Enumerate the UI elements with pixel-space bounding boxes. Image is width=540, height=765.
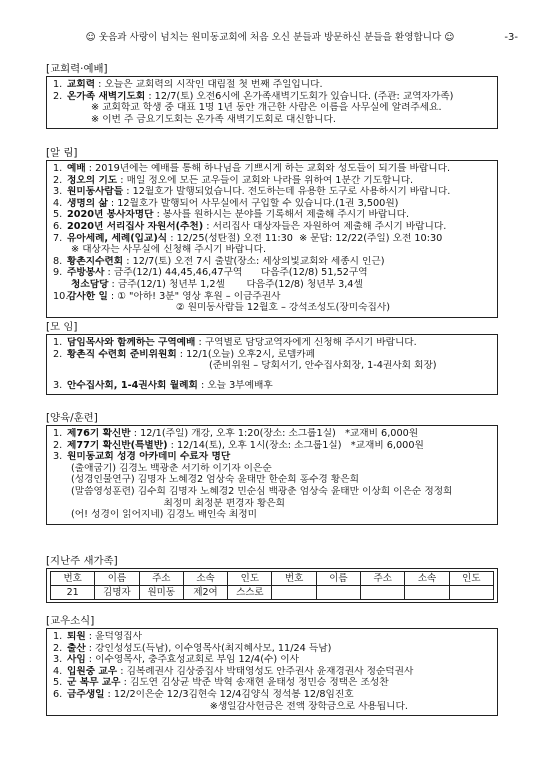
item-number: 4. — [53, 665, 63, 677]
table-cell: 제2여 — [183, 586, 227, 600]
section-title: [교회력·예배] — [46, 63, 108, 75]
page-header — [0, 30, 540, 46]
list-item — [53, 380, 491, 392]
item-label: 사임 — [67, 654, 86, 666]
list-item — [53, 643, 491, 655]
list-item — [53, 79, 491, 91]
item-text: : 12/25(성탄절) 오전 11:30 ※ 문답: 12/22(주일) 오전 10:30 — [167, 232, 443, 244]
item-number: 6. — [53, 688, 63, 700]
section-title: [지난주 새가족] — [46, 555, 118, 567]
item-text: : 윤덕영집사 — [85, 631, 142, 642]
item-text: : 김도연 김상균 박준 박혁 송재현 윤태성 정민승 정택은 조성찬 — [120, 677, 389, 689]
table-header-cell: 주소 — [361, 572, 405, 586]
list-item — [53, 701, 491, 713]
item-label: 출산 — [67, 642, 86, 654]
item-number: 9. — [53, 267, 63, 279]
table-header-cell: 소속 — [183, 572, 227, 586]
item-text: : 12월호가 발행되었습니다. 전도하는데 유용한 도구로 사용하시기 바랍니다. — [123, 186, 451, 198]
item-number: 1. — [53, 428, 63, 439]
item-text: : ① "아하! 3분" 영상 후원 – 이금주권사 — [107, 290, 281, 302]
item-label: 원미동사람들 — [67, 186, 124, 198]
item-label: 감사한 일 — [67, 290, 108, 302]
line-spacer — [53, 372, 491, 380]
table-header-cell: 인도 — [449, 572, 493, 586]
list-item — [53, 233, 491, 245]
item-label: 황촌지수련회 — [67, 255, 124, 267]
list-item — [53, 302, 491, 314]
table-row — [51, 586, 494, 600]
section-title: [양육/훈련] — [46, 412, 98, 424]
list-item — [53, 451, 491, 463]
item-label: 정오의 기도 — [67, 174, 118, 186]
item-number: 4. — [53, 197, 63, 209]
item-text: : 12/14(토), 오후 1시(장소: 소그룹1실) *교재비 6,000원 — [167, 439, 424, 451]
item-text: (성경인물연구) 김명자 노혜경2 엄상숙 윤태만 한순희 홍수경 황은희 — [71, 474, 359, 486]
list-item — [53, 689, 491, 701]
item-label: 안수집사회, 1-4권사회 월례회 — [67, 379, 198, 391]
item-text: (준비위원 – 당회서기, 안수집사회장, 1-4권사회 회장) — [209, 360, 437, 372]
section-church — [46, 62, 498, 129]
section-title: [알 림] — [46, 147, 78, 159]
item-label: 2020년 서리집사 자원서(추천) — [67, 220, 204, 232]
item-text: : 오늘은 교회력의 시작인 대림절 첫 번째 주일입니다. — [95, 79, 323, 90]
item-number: 2. — [53, 642, 63, 654]
item-number: 5. — [53, 209, 63, 221]
item-text: ※ 이번 주 금요기도회는 온가족 새벽기도회로 대신합니다. — [91, 113, 336, 125]
item-label: 주방봉사 — [67, 267, 105, 279]
list-item — [53, 654, 491, 666]
item-number: 1. — [53, 337, 63, 348]
list-item — [53, 428, 491, 440]
section-education — [46, 411, 498, 525]
section-new-family — [46, 554, 498, 603]
section-members — [46, 614, 498, 716]
table-header-row — [51, 572, 494, 586]
table-header-cell: 인도 — [228, 572, 272, 586]
list-item — [53, 279, 491, 291]
item-number: 2. — [53, 90, 63, 102]
item-number: 1. — [53, 631, 63, 642]
item-number: 2. — [53, 174, 63, 186]
item-text: : 구역별로 담당교역자에게 신청해 주시기 바랍니다. — [195, 337, 417, 348]
item-text: ※생일감사헌금은 전액 장학금으로 사용됩니다. — [105, 700, 408, 712]
item-label: 온가족 새벽기도회 — [67, 90, 146, 102]
item-label: 생명의 삶 — [67, 197, 108, 209]
list-item — [53, 244, 491, 256]
item-label: 군 복무 교우 — [67, 677, 121, 689]
table-cell: 스스로 — [228, 586, 272, 600]
section-box — [46, 76, 498, 129]
item-number: 1. — [53, 79, 63, 90]
item-number: 3. — [53, 379, 63, 391]
item-text: : 매일 정오에 모든 교우들이 교회와 나라를 위하여 1분간 기도합니다. — [117, 174, 414, 186]
table-header-cell: 이름 — [316, 572, 360, 586]
item-number: 8. — [53, 255, 63, 267]
item-text: (어! 성경이 읽어지네) 김경노 배인숙 최정미 — [71, 509, 257, 521]
list-item — [53, 666, 491, 678]
table-cell — [405, 586, 449, 600]
list-item — [53, 631, 491, 643]
item-number: 3. — [53, 186, 63, 198]
item-text: : 12/1(오늘) 오후2시, 로뎀카페 — [176, 348, 316, 360]
section-box — [46, 425, 498, 525]
item-number: 3. — [53, 654, 63, 666]
table-cell — [272, 586, 316, 600]
item-number: 2. — [53, 439, 63, 451]
item-text: : 서리집사 대상자들은 자원하여 제출해 주시기 바랍니다. — [203, 220, 447, 232]
list-item — [53, 209, 491, 221]
section-notice — [46, 146, 498, 318]
item-number: 3. — [53, 451, 63, 463]
item-label: 담임목사와 함께하는 구역예배 — [67, 337, 196, 348]
table-cell: 21 — [51, 586, 95, 600]
item-text: : 2019년에는 예배를 통해 하나님을 기쁘시게 하는 교회와 성도들이 되기를 바랍니다. — [85, 163, 451, 174]
list-item — [53, 267, 491, 279]
item-label: 예배 — [67, 163, 86, 174]
item-label: 황촌직 수련회 준비위원회 — [67, 348, 177, 360]
welcome-message: ☺ 웃음과 사랑이 넘치는 원미동교회에 처음 오신 분들과 방문하신 분들을 환영합니다 ☺ — [85, 32, 455, 43]
item-text: : 12/7(토) 오전6시에 온가족새벽기도회가 있습니다. (주관: 교역자가족) — [145, 90, 454, 102]
table-cell — [449, 586, 493, 600]
section-box — [46, 568, 498, 603]
item-text: : 김복례권사 김상중집사 박태영성도 안주권사 윤재경권사 정순덕권사 — [117, 665, 414, 677]
item-label: 교회력 — [67, 79, 96, 90]
list-item — [53, 349, 491, 361]
item-number: 6. — [53, 220, 63, 232]
section-box — [46, 160, 498, 318]
item-text: : 12/1(주일) 개강, 오후 1:20(장소: 소그룹1실) *교재비 6,000원 — [130, 428, 419, 439]
table-header-cell: 소속 — [405, 572, 449, 586]
item-text: : 금주(12/1) 청년부 1,2셀 다음주(12/8) 청년부 3,4셀 — [108, 278, 363, 290]
page-number: -3- — [504, 32, 518, 43]
list-item — [53, 486, 491, 498]
item-text: ② 원미동사람들 12월호 – 강석조성도(장미숙집사) — [105, 302, 391, 314]
table-header-cell: 주소 — [139, 572, 183, 586]
table-cell: 원미동 — [139, 586, 183, 600]
list-item — [53, 114, 491, 126]
list-item — [53, 175, 491, 187]
list-item — [53, 91, 491, 103]
list-item — [53, 291, 491, 303]
item-number: 5. — [53, 677, 63, 689]
item-label: 퇴원 — [67, 631, 86, 642]
item-number: 2. — [53, 348, 63, 360]
item-text: : 12/2이은순 12/3김현숙 12/4김양식 정석봉 12/8임진호 — [104, 688, 354, 700]
list-item — [53, 186, 491, 198]
table-header-cell: 이름 — [95, 572, 139, 586]
table-header-cell: 번호 — [272, 572, 316, 586]
item-text: 최정미 최정분 편경자 황은희 — [105, 497, 286, 509]
table-cell: 김명자 — [95, 586, 139, 600]
list-item — [53, 474, 491, 486]
section-box — [46, 334, 498, 395]
item-text: : 오늘 3부예배후 — [197, 379, 273, 391]
list-item — [53, 256, 491, 268]
item-number: 7. — [53, 232, 63, 244]
item-label: 입원중 교우 — [67, 665, 118, 677]
item-label: 2020년 봉사자명단 — [67, 209, 154, 221]
item-text: : 이수영목사, 충주효성교회로 부임 12/4(수) 이사 — [85, 654, 299, 666]
table-cell — [361, 586, 405, 600]
list-item — [53, 463, 491, 475]
list-item — [53, 337, 491, 349]
list-item — [53, 360, 491, 372]
item-text: : 봉사를 원하시는 분야를 기록해서 제출해 주시기 바랍니다. — [153, 209, 410, 221]
table-header-cell: 번호 — [51, 572, 95, 586]
section-title: [모 임] — [46, 321, 78, 333]
item-text: : 금주(12/1) 44,45,46,47구역 다음주(12/8) 51,52구역 — [104, 267, 368, 279]
list-item — [53, 440, 491, 452]
item-number: 1. — [53, 163, 63, 174]
list-item — [53, 498, 491, 510]
list-item — [53, 198, 491, 210]
list-item — [53, 509, 491, 521]
section-title: [교우소식] — [46, 615, 95, 627]
list-item — [53, 102, 491, 114]
list-item — [53, 677, 491, 689]
item-text: ※ 교회학교 학생 중 대표 1명 1년 동안 개근한 사람은 이름을 사무실에 알려주세요. — [91, 102, 442, 114]
item-text: ※ 대상자는 사무실에 신청해 주시기 바랍니다. — [71, 244, 267, 256]
item-label: 금주생일 — [67, 688, 105, 700]
section-box — [46, 628, 498, 716]
item-text: : 12월호가 발행되어 사무실에서 구입할 수 있습니다.(1권 3,500원) — [107, 197, 399, 209]
list-item — [53, 163, 491, 175]
item-text: (출애굽기) 김경노 백광춘 서기하 이기자 이은순 — [71, 462, 272, 474]
item-label: 제76기 확신반 — [67, 428, 131, 439]
new-family-table — [50, 571, 494, 600]
table-cell — [316, 586, 360, 600]
item-label: 유아세례, 세례(입교)식 — [67, 232, 168, 244]
item-number: 10. — [53, 290, 69, 302]
item-text: : 강인성성도(득남), 이수영목사(최지혜사모, 11/24 득남) — [85, 642, 332, 654]
item-label: 청소담당 — [71, 278, 109, 290]
item-text: (말씀영성훈련) 김수희 김명자 노혜경2 민순심 백광춘 엄상숙 윤태만 이상희 이은순 정정희 — [71, 485, 453, 497]
item-label: 제77기 확신반(특별반) — [67, 439, 168, 451]
item-label: 원미동교회 성경 아카데미 수료자 명단 — [67, 451, 231, 463]
item-text: : 12/7(토) 오전 7시 출발(장소: 세상의빛교회와 세종시 인근) — [123, 255, 385, 267]
section-meeting — [46, 320, 498, 395]
list-item — [53, 221, 491, 233]
